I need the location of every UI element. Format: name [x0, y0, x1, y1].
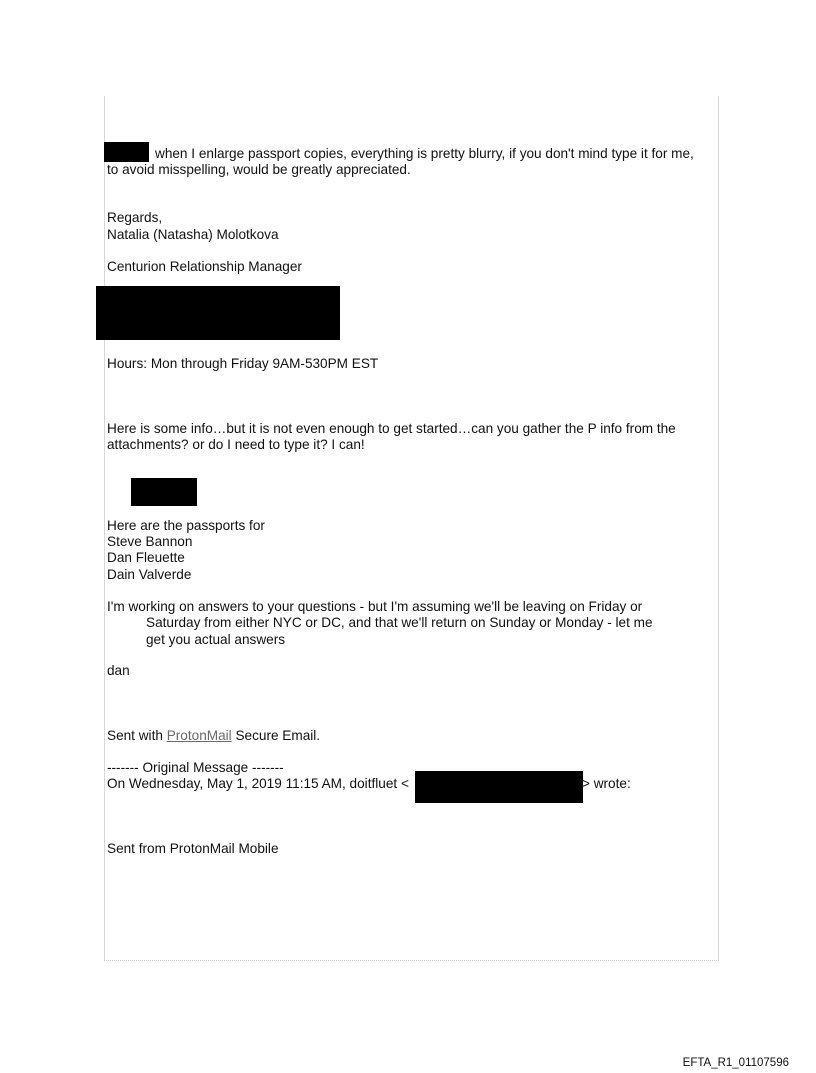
- passport-name: Dain Valverde: [107, 567, 192, 582]
- protonmail-link[interactable]: ProtonMail: [166, 728, 232, 743]
- signature-hours: Hours: Mon through Friday 9AM-530PM EST: [107, 356, 379, 371]
- working-line-3: get you actual answers: [146, 632, 286, 647]
- sent-with-prefix: Sent with: [107, 728, 167, 743]
- reply-line-1: Here is some info…but it is not even enough to get started…can you gather the P info from the: [107, 421, 676, 436]
- signature-title: Centurion Relationship Manager: [107, 259, 302, 274]
- passports-intro: Here are the passports for: [107, 518, 265, 533]
- passport-name: Dan Fleuette: [107, 550, 185, 565]
- request-line-2: to avoid misspelling, would be greatly appreciated.: [107, 162, 411, 177]
- sent-with-suffix: Secure Email.: [231, 728, 321, 743]
- original-message-on-prefix: On Wednesday, May 1, 2019 11:15 AM, doitfluet <: [107, 776, 409, 791]
- original-message-on-suffix: > wrote:: [582, 776, 631, 791]
- document-id: EFTA_R1_01107596: [682, 1057, 789, 1069]
- working-line-2: Saturday from either NYC or DC, and that we'll return on Sunday or Monday - let me: [146, 615, 653, 630]
- redaction-recipient-name: [104, 142, 149, 162]
- sent-with-line: [107, 728, 320, 744]
- request-line-1: when I enlarge passport copies, everything is pretty blurry, if you don't mind type it for me,: [155, 146, 694, 161]
- working-line-1: I'm working on answers to your questions - but I'm assuming we'll be leaving on Friday or: [107, 599, 643, 614]
- passport-name: Steve Bannon: [107, 534, 193, 549]
- signature-name: Natalia (Natasha) Molotkova: [107, 227, 279, 242]
- reply-line-2: attachments? or do I need to type it? I can!: [107, 437, 365, 452]
- mobile-signature: Sent from ProtonMail Mobile: [107, 841, 279, 856]
- sender-signoff: dan: [107, 663, 130, 678]
- redaction-greeting-name: [131, 478, 197, 506]
- redaction-contact-block: [96, 286, 340, 340]
- original-message-header: ------- Original Message -------: [107, 760, 284, 775]
- signature-closing: Regards,: [107, 210, 163, 225]
- redaction-email-address: [415, 771, 583, 803]
